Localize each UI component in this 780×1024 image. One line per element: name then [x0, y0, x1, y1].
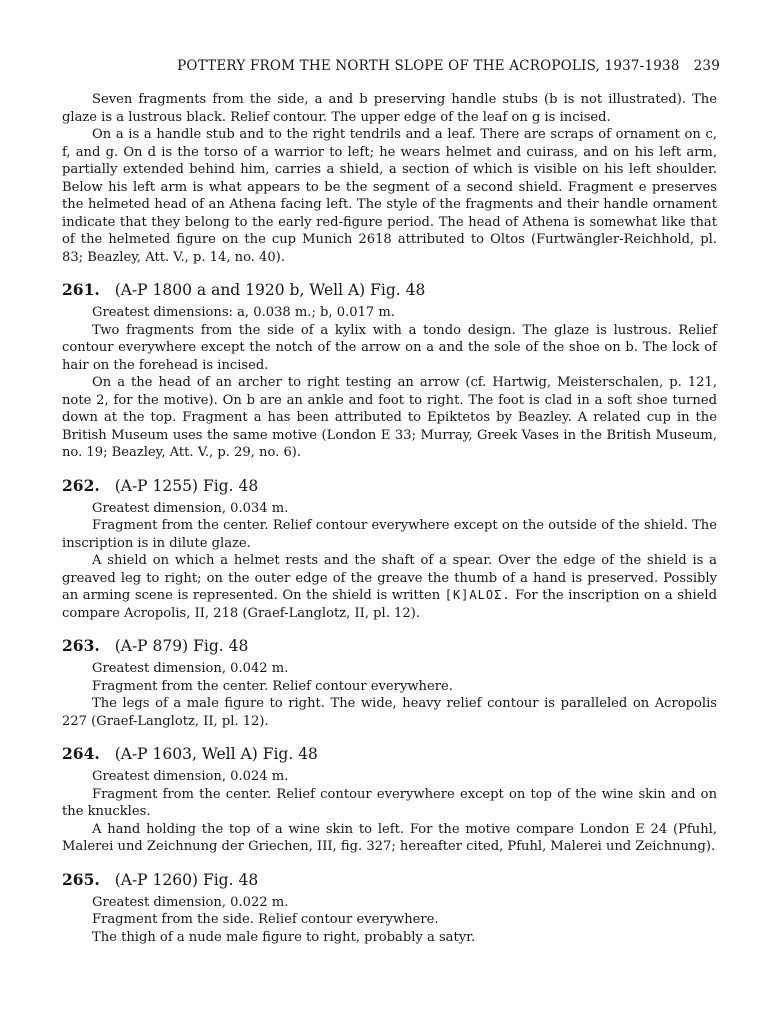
catalog-entry-261 — [62, 280, 717, 462]
entry-paragraph-1: Fragment from the center. Relief contour everywhere except on the outside of the shield. The inscription is in dilute glaze. — [62, 518, 717, 551]
entry-paragraph-2: The thigh of a nude male figure to right, probably a satyr. — [92, 929, 476, 945]
entry-number: 263. — [62, 636, 100, 655]
entry-heading — [62, 870, 717, 890]
entry-figure-ref: Fig. 48 — [202, 476, 259, 495]
entry-figure-ref: Fig. 48 — [193, 637, 249, 655]
entry-dimensions: Greatest dimension, 0.042 m. — [92, 661, 289, 676]
entry-figure-ref: Fig. 48 — [202, 870, 259, 889]
entry-reference: (A-P 879) — [114, 637, 189, 655]
entry-reference: (A-P 1255) — [114, 476, 199, 495]
entry-heading — [62, 636, 717, 656]
paragraph-text: A shield on which a helmet rests and the shaft of a spear. Over the edge of the shield is a greaved leg to right; on the outer edge of the greave the thumb of a hand is preserved. Possibly an arming scene is represented. On the shield is written — [62, 553, 717, 603]
entry-heading — [62, 476, 717, 496]
entry-paragraph-1: Two fragments from the side of a kylix with a tondo design. The glaze is lustrous. Relief contour everywhere except the notch of the arrow on a and the sole of the shoe on b. The lock of hair on the forehead is incised. — [62, 322, 717, 373]
entry-number: 264. — [62, 744, 100, 763]
entry-dimensions: Greatest dimension, 0.034 m. — [92, 500, 289, 516]
page-body — [62, 91, 717, 946]
running-header — [100, 58, 720, 74]
entry-paragraph-1: Fragment from the side. Relief contour everywhere. — [92, 912, 439, 927]
entry-paragraph-2: The legs of a male figure to right. The wide, heavy relief contour is paralleled on Acropolis 227 (Graef-Langlotz, II, pl. 12). — [62, 696, 717, 729]
page-number: 239 — [693, 58, 720, 74]
entry-dimensions: Greatest dimension, 0.022 m. — [92, 894, 289, 910]
entry-heading — [62, 280, 717, 300]
entry-dimensions: Greatest dimensions: a, 0.038 m.; b, 0.017 m. — [92, 305, 395, 320]
catalog-entry-265 — [62, 870, 717, 947]
running-title: POTTERY FROM THE NORTH SLOPE OF THE ACROPOLIS, 1937-1938 — [177, 58, 680, 74]
catalog-entry-264 — [62, 744, 717, 856]
entry-number: 265. — [62, 869, 100, 889]
paragraph-text: For the inscription on a shield compare Acropolis, II, 218 (Graef-Langlotz, II, pl. 12). — [62, 588, 717, 621]
vase-inscription: [K]ΑLOΣ. — [444, 588, 511, 602]
entry-reference: (A-P 1800 a and 1920 b, Well A) — [114, 281, 366, 299]
entry-reference: (A-P 1260) — [114, 870, 199, 889]
entry-figure-ref: Fig. 48 — [262, 745, 318, 763]
entry-number: 261. — [62, 280, 100, 299]
intro-paragraph-1: Seven fragments from the side, a and b preserving handle stubs (b is not illustrated). The glaze is a lustrous black. Relief contour. The upper edge of the leaf on g is incised. — [62, 92, 717, 125]
entry-paragraph-2: A hand holding the top of a wine skin to left. For the motive compare London E 24 (Pfuhl, Malerei und Zeichnung der Griechen, III, fig. 327; hereafter cited, Pfuhl, Malerei und Zeichnung). — [62, 821, 717, 854]
entry-figure-ref: Fig. 48 — [370, 281, 426, 299]
catalog-entry-262 — [62, 476, 717, 623]
entry-heading — [62, 744, 717, 764]
entry-dimensions: Greatest dimension, 0.024 m. — [92, 769, 289, 784]
intro-paragraph-2: On a is a handle stub and to the right tendrils and a leaf. There are scraps of ornament on c, f, and g. On d is the torso of a warrior to left; he wears helmet and cuirass, and on his left arm, partially extended behind him, carries a shield, a section of which is visible on his left shoulder. Below his left arm is what appears to be the segment of a second shield. Fragment e preserves the helmeted head of an Athena facing left. The style of the fragments and their handle ornament indicate that they belong to the early red-figure period. The head of Athena is somewhat like that of the helmeted figure on the cup Munich 2618 attributed to Oltos (Furtwängler-Reichhold, pl. 83; Beazley, Att. V., p. 14, no. 40). — [62, 127, 717, 265]
entry-number: 262. — [62, 475, 100, 495]
catalog-entry-263 — [62, 636, 717, 730]
entry-paragraph-1: Fragment from the center. Relief contour everywhere except on top of the wine skin and on the knuckles. — [62, 786, 717, 819]
entry-paragraph-1: Fragment from the center. Relief contour everywhere. — [92, 678, 453, 694]
entry-reference: (A-P 1603, Well A) — [114, 745, 258, 763]
entry-paragraph-2: On a the head of an archer to right testing an arrow (cf. Hartwig, Meisterschalen, p. 121, note 2, for the motive). On b are an ankle and foot to right. The foot is clad in a soft shoe turned down at the top. Fragment a has been attributed to Epiktetos by Beazley. A related cup in the British Museum uses the same motive (London E 33; Murray, Greek Vases in the British Museum, no. 19; Beazley, Att. V., p. 29, no. 6). — [62, 375, 717, 460]
entry-paragraph-2 — [62, 552, 717, 622]
